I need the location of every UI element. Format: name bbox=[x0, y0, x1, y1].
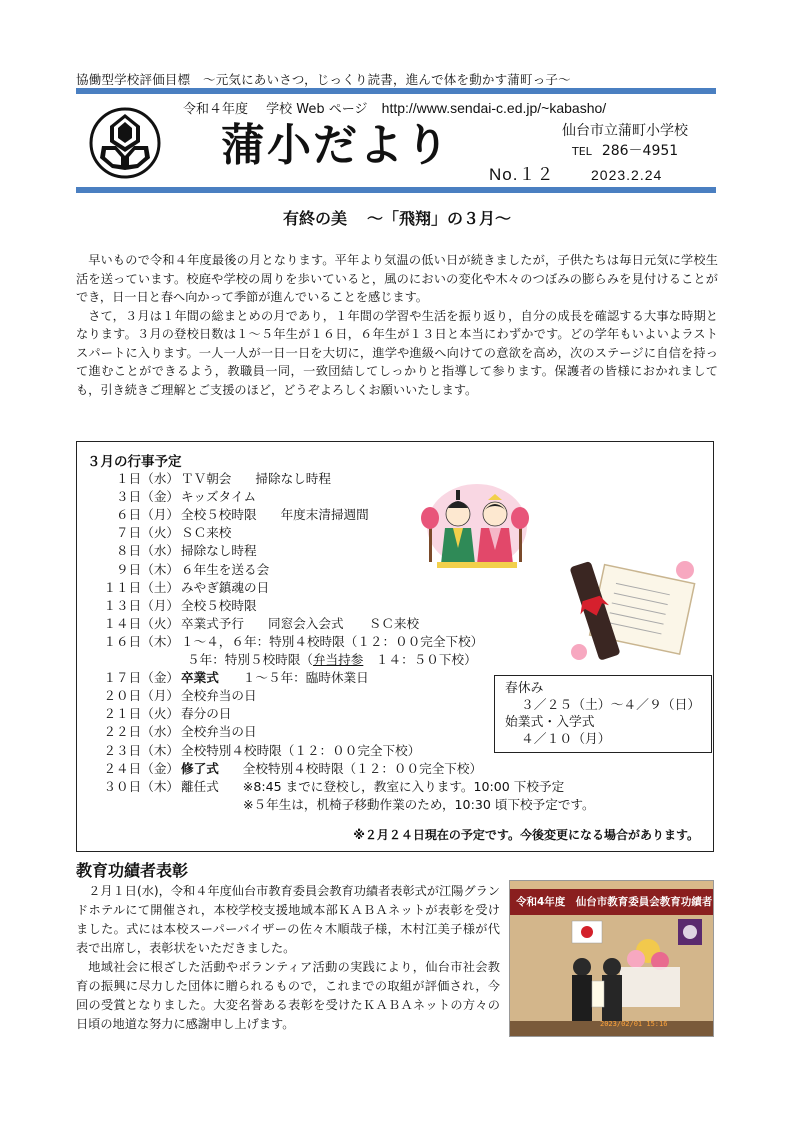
event-date: ２０日（月） bbox=[103, 688, 179, 704]
issue-number: No.１２ bbox=[489, 165, 555, 184]
header-rule bbox=[76, 187, 716, 193]
intro-paragraph: さて，３月は１年間の総まとめの月であり，１年間の学習や生活を振り返り，自分の成長を確認する大事な時期となります。３月の登校日数は１～５年生が１６日，６年生が１３日と本当にわずかです。どの学年もいよいよラストスパートに入ります。一人一人が一日一日を大切に，進学や進級へ向けての意欲を高め，次のステージに自信を持って進むことができるよう，教職員一同，一致団結してしっかりと指導して参ります。保護者の皆様におかれましても，引き続きご理解とご支援のほど，どうぞよろしくお願いいたします。 bbox=[76, 308, 718, 397]
hina-dolls-illustration-icon bbox=[415, 466, 535, 576]
event-primary: 掃除なし時程 bbox=[181, 543, 257, 559]
event-row bbox=[77, 778, 564, 795]
event-date: ２３日（木） bbox=[103, 742, 179, 758]
event-primary: 修了式 bbox=[181, 760, 219, 776]
event-secondary: ※8:45 までに登校し，教室に入ります。10:00 下校予定 bbox=[242, 778, 565, 794]
event-primary: 卒業式予行 bbox=[181, 615, 244, 631]
diploma-illustration-icon bbox=[565, 554, 700, 669]
event-primary: 離任式 bbox=[181, 778, 219, 794]
event-row bbox=[77, 705, 231, 722]
event-secondary: 掃除なし時程 bbox=[255, 471, 331, 486]
event-date: ２２日（水） bbox=[103, 724, 179, 740]
award-text bbox=[76, 882, 500, 1034]
event-primary: 全校弁当の日 bbox=[181, 688, 257, 704]
event-date: ３日（金） bbox=[116, 489, 179, 505]
event-row bbox=[77, 524, 231, 541]
event-primary: 春分の日 bbox=[181, 706, 232, 722]
headline-sub: ～「飛翔」の３月～ bbox=[367, 209, 512, 228]
event-primary: ６年生を送る会 bbox=[181, 561, 270, 577]
intro-text bbox=[76, 251, 718, 399]
school-url-link[interactable]: http://www.sendai-c.ed.jp/~kabasho/ bbox=[381, 100, 607, 116]
event-date: １６日（木） bbox=[103, 633, 179, 649]
event-primary: 卒業式 bbox=[181, 670, 219, 686]
school-name: 仙台市立蒲町小学校 bbox=[562, 123, 688, 139]
event-secondary: 全校特別４校時限（１２：００完全下校） bbox=[242, 760, 483, 776]
school-tel bbox=[572, 140, 678, 160]
event-row bbox=[77, 615, 419, 632]
event-primary: みやぎ鎮魂の日 bbox=[181, 579, 270, 595]
spring-break-label: 春休み bbox=[505, 681, 544, 696]
event-primary: ＴＶ朝会 bbox=[181, 471, 232, 486]
event-row bbox=[77, 470, 331, 487]
event-row-sub bbox=[187, 651, 477, 668]
opening-ceremony-date: ４／１０（月） bbox=[521, 732, 611, 747]
event-primary: キッズタイム bbox=[181, 489, 257, 505]
event-primary: 全校５校時限 bbox=[181, 507, 257, 523]
event-secondary: １～５年：臨時休業日 bbox=[242, 670, 369, 686]
event-primary: 全校弁当の日 bbox=[181, 724, 257, 740]
event-row bbox=[77, 669, 369, 686]
web-label: 学校 Web ページ bbox=[266, 102, 368, 117]
top-rule bbox=[76, 88, 716, 94]
award-section-title: 教育功績者表彰 bbox=[76, 861, 189, 880]
event-date: ６日（月） bbox=[116, 507, 179, 523]
event-date: １７日（金） bbox=[103, 670, 179, 686]
event-primary: 全校特別４校時限（１２：００完全下校） bbox=[181, 742, 421, 758]
event-secondary: 年度末清掃週間 bbox=[280, 507, 369, 523]
ceremony-scene-icon bbox=[510, 881, 714, 1037]
headline bbox=[0, 206, 794, 229]
photo-banner-text: 令和4年度 仙台市教育委員会教育功績者 bbox=[510, 889, 714, 915]
event-date: １日（水） bbox=[116, 471, 179, 486]
intro-paragraph: 早いもので令和４年度最後の月となります。平年より気温の低い日が続きましたが，子供たちは毎日元気に学校生活を送っています。校庭や学校の周りを歩いていると，風のにおいの変化や木々のつぼみの膨らみを見付けることができ，日一日と春へ向かって季節が進んでいることを感じます。 bbox=[76, 253, 718, 304]
photo-timestamp: 2023/02/01 15:16 bbox=[600, 1020, 668, 1028]
event-schedule-box bbox=[76, 441, 714, 852]
event-primary: １～４，６年：特別４校時限（１２：００完全下校） bbox=[181, 633, 484, 649]
event-date: ２４日（金） bbox=[103, 760, 179, 776]
event-date: ７日（火） bbox=[116, 525, 179, 541]
school-year: 令和４年度 bbox=[183, 102, 249, 117]
event-row bbox=[77, 687, 257, 704]
event-date: ３０日（木） bbox=[103, 778, 179, 794]
event-row bbox=[77, 542, 257, 559]
event-row bbox=[77, 723, 257, 740]
event-date: １３日（月） bbox=[103, 597, 179, 613]
headline-main: 有終の美 bbox=[282, 209, 347, 228]
event-date: ２１日（火） bbox=[103, 706, 179, 722]
event-schedule-title: ３月の行事予定 bbox=[87, 454, 182, 470]
event-primary: 全校５校時限 bbox=[181, 597, 257, 613]
event-row-sub bbox=[243, 796, 595, 813]
school-emblem-icon bbox=[88, 106, 162, 180]
event-row bbox=[77, 579, 269, 596]
award-paragraph: 地域社会に根ざした活動やボランティア活動の実践により，仙台市社会教育の振興に尽力した団体に贈られるもので，これまでの取組が評価され，今回の受賞となりました。大変名誉ある表彰を受けたＫＡＢＡネットの方々の日頃の地道な努力に感謝申し上げます。 bbox=[76, 960, 500, 1031]
event-secondary: 同窓会入会式 ＳＣ来校 bbox=[267, 615, 420, 631]
event-primary: ＳＣ来校 bbox=[181, 525, 232, 541]
schedule-notice: ※２月２４日現在の予定です。今後変更になる場合があります。 bbox=[353, 828, 699, 842]
event-row bbox=[77, 506, 369, 523]
newsletter-title: 蒲小だより bbox=[221, 120, 451, 171]
award-ceremony-photo bbox=[509, 880, 714, 1037]
tel-label: TEL bbox=[572, 145, 592, 158]
award-paragraph: ２月１日(水)，令和４年度仙台市教育委員会教育功績者表彰式が江陽グランドホテルにて開催され，本校学校支援地域本部ＫＡＢＡネットが表彰を受けました。式には本校スーパーバイザーの佐々木順哉子様，木村江美子様が代表で出席し，表彰状をいただきました。 bbox=[76, 884, 500, 955]
event-date: ８日（水） bbox=[116, 543, 179, 559]
spring-break-dates: ３／２５（土）～４／９（日） bbox=[521, 698, 701, 713]
event-row bbox=[77, 597, 257, 614]
event-row bbox=[77, 561, 269, 578]
event-sub-text: ※５年生は，机椅子移動作業のため，10:30 頃下校予定です。 bbox=[243, 796, 595, 812]
event-date: １１日（土） bbox=[103, 579, 179, 595]
event-sub-text: １４：５０下校） bbox=[363, 652, 477, 667]
bento-note: 弁当持参 bbox=[312, 652, 364, 667]
web-info bbox=[183, 98, 606, 117]
motto: 協働型学校評価目標 ～元気にあいさつ，じっくり読書，進んで体を動かす蒲町っ子～ bbox=[76, 72, 571, 87]
spring-break-box bbox=[494, 675, 712, 753]
event-row bbox=[77, 760, 482, 777]
event-row bbox=[77, 488, 256, 505]
event-row bbox=[77, 633, 483, 650]
event-date: １４日（火） bbox=[103, 615, 179, 631]
tel-number: 286－4951 bbox=[601, 143, 679, 159]
issue-date: 2023.2.24 bbox=[591, 167, 663, 183]
opening-ceremony-label: 始業式・入学式 bbox=[505, 715, 595, 730]
event-date: ９日（木） bbox=[116, 561, 179, 577]
event-sub-text: ５年：特別５校時限（ bbox=[187, 652, 313, 667]
event-row bbox=[77, 742, 420, 759]
